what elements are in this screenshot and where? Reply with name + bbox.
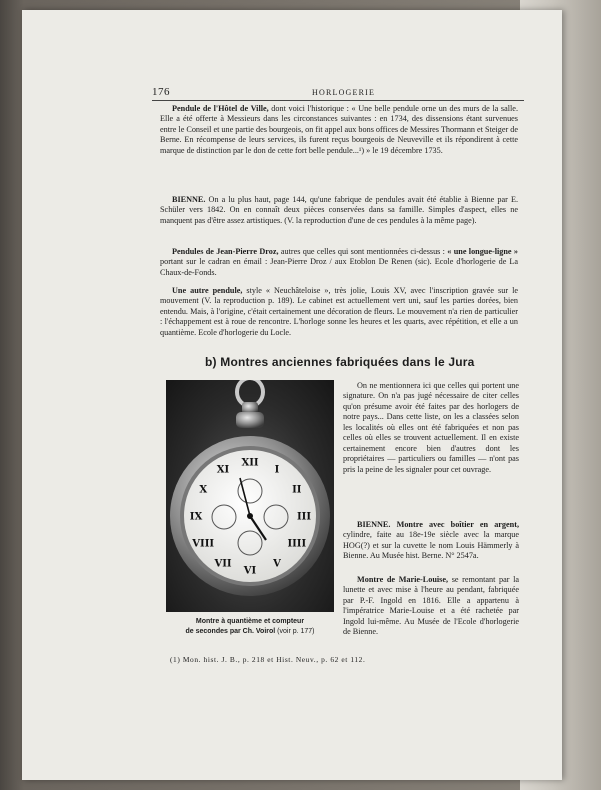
paragraph-lead: Une autre pendule,: [172, 286, 243, 295]
watch-numeral: III: [296, 511, 312, 523]
watch-numeral: VIII: [192, 538, 215, 550]
paragraph-body: portant sur le cadran en émail : Jean-Pierre Droz / aux Etoblon De Renen (sic). Ecole d'horlogerie de La Chaux-de-Fonds.: [160, 257, 518, 277]
watch-numeral: I: [274, 464, 280, 476]
watch-numeral: VII: [214, 558, 232, 570]
watch-numeral: X: [199, 484, 208, 496]
paragraph-bold-phrase: « une longue-ligne »: [447, 247, 518, 256]
column-intro: On ne mentionnera ici que celles qui portent une signature. On n'a pas jugé nécessaire de citer celles qu'on présume avoir été faites par des horlogers de notre pays... Dans cette liste, on les a classées selon les localités où elles ont été fabriquées et non pas celles où elles se trouvent actuellement. Il en existe certainement encore bien d'autres dont les propriétaires — particuliers ou familles — n'ont pas pris la peine de les signaler pour cet ouvrage.: [343, 381, 519, 474]
photo-caption: [166, 617, 334, 637]
page-header: [152, 86, 524, 100]
paragraph-droz: [160, 247, 518, 278]
paragraph-autre-pendule: [160, 286, 518, 338]
watch-numeral: II: [292, 484, 302, 496]
paragraph-body: autres que celles qui sont mentionnées ci-dessus :: [278, 247, 448, 256]
paragraph-hotel-de-ville: [160, 104, 518, 156]
running-title: HORLOGERIE: [312, 88, 376, 97]
watch-numeral: XII: [241, 457, 259, 469]
pocket-watch-illustration: [166, 380, 334, 612]
watch-numeral: XI: [216, 464, 230, 476]
paragraph-lead: BIENNE.: [172, 195, 206, 204]
page-number: 176: [152, 86, 170, 98]
paragraph-body: cylindre, faite au 18e-19e siècle avec la marque HOG(?) et sur la cuvette le nom Louis Hämmerly à Bienne. Au Musée hist. Berne. N° 2547a.: [343, 530, 519, 561]
watch-numeral: V: [273, 558, 281, 570]
caption-page-ref: (voir p. 177): [275, 628, 315, 635]
header-rule: [152, 100, 524, 101]
footnote: (1) Mon. hist. J. B., p. 218 et Hist. Neuv., p. 62 et 112.: [170, 655, 366, 664]
paragraph-body: dont voici l'historique : « Une belle pendule orne un des murs de la salle. Elle a été offerte à Messieurs dans les circonstances suivantes : en 1734, des dissensions étant survenues entre le Conseil et une partie des bourgeois, on fit appel aux bons offices de Messires Thormann et Steiger de Berne. En récompense de leurs services, ils furent reçus bourgeois de Neuveville et ils répondirent à cette marque de distinction par le don de cette fort belle pendule...¹) » le 19 décembre 1735.: [160, 104, 518, 155]
watch-photo: [166, 380, 334, 612]
section-title: b) Montres anciennes fabriquées dans le Jura: [205, 355, 475, 369]
column-bienne-montre: [343, 520, 519, 562]
paragraph-lead: Pendules de Jean-Pierre Droz,: [172, 247, 279, 256]
paragraph-bienne: [160, 195, 518, 226]
column-marie-louise: [343, 575, 519, 638]
paragraph-body: style « Neuchâteloise », très jolie, Louis XV, avec l'inscription gravée sur le mouvement (V. la reproduction p. 189). Le cabinet est actuellement vert uni, sauf les parties dorées, bien entendu. Mais, à l'origine, c'était certainement une décoration de fleurs. Le mouvement n'a rien de particulier : l'échappement est à roue de rencontre. L'horloge sonne les heures et les quarts, avec répétition, et elle a un quantième. Ecole d'horlogerie du Locle.: [160, 286, 518, 337]
watch-numeral: IX: [189, 511, 203, 523]
caption-line-1: Montre à quantième et compteur: [195, 618, 305, 625]
watch-numeral: IIII: [287, 538, 307, 550]
paragraph-lead: Montre de Marie-Louise,: [357, 575, 449, 584]
paragraph-lead: BIENNE. Montre avec boîtier en argent,: [357, 520, 519, 529]
caption-maker: de secondes par Ch. Voirol: [185, 628, 276, 635]
caption-line-2: [166, 627, 334, 637]
paragraph-body: On a lu plus haut, page 144, qu'une fabrique de pendules avait été établie à Bienne par E. Schüler vers 1842. On en connaît deux pièces conservées dans sa famille. Simples d'aspect, elles ne manquent pas d'être assez artistiques. (V. la reproduction d'une de ces pendules à la même page).: [160, 195, 518, 225]
paragraph-body: se remontant par la lunette et avec mise à l'heure au pendant, fabriquée par P.-F. Ingold en 1816. Elle a appartenu à l'impératrice Marie-Louise et a été rachetée par Ingold lui-même. Au Musée de l'Ecole d'horlogerie de Bienne.: [343, 575, 519, 637]
watch-numeral: VI: [243, 565, 257, 577]
paragraph-lead: Pendule de l'Hôtel de Ville,: [172, 104, 269, 113]
